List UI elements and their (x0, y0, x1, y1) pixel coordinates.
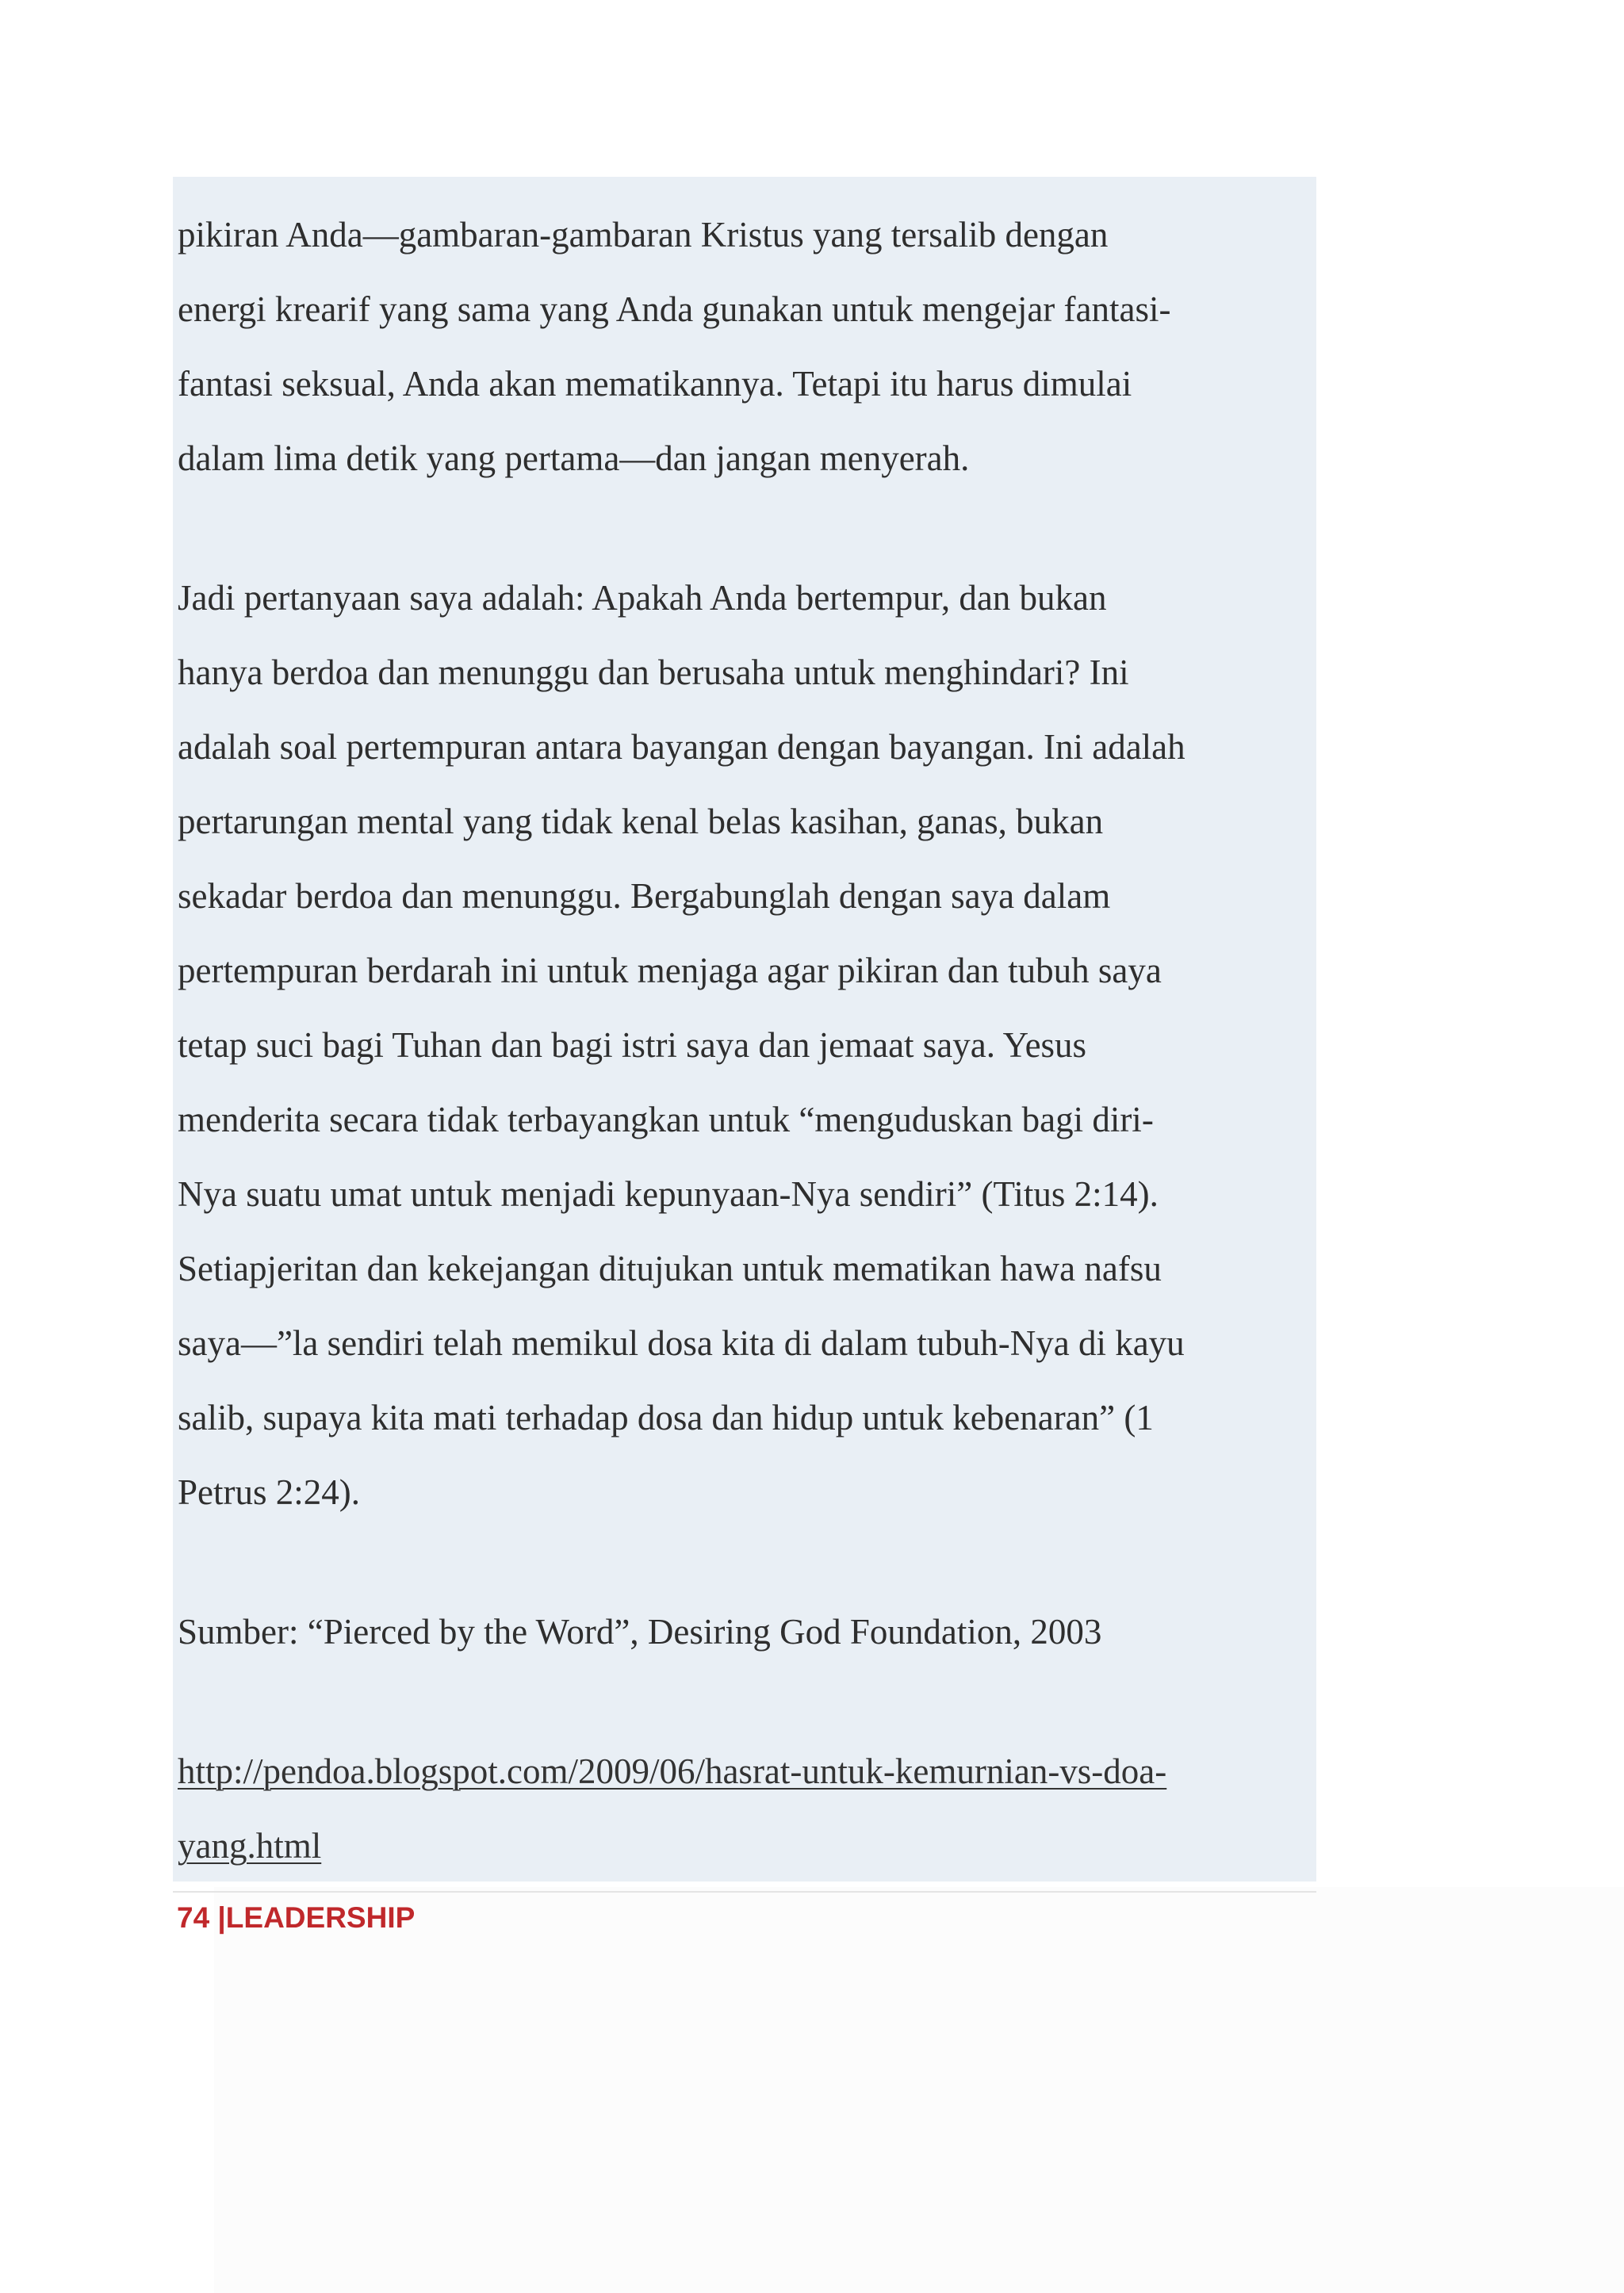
paragraph-2-line-12: salib, supaya kita mati terhadap dosa dan hidup untuk kebenaran” (1 (178, 1398, 1154, 1437)
source-link-line-2[interactable]: yang.html (178, 1826, 322, 1866)
paragraph-2-line-3: adalah soal pertempuran antara bayangan dengan bayangan. Ini adalah (178, 727, 1185, 767)
paragraph-1-line-1: pikiran Anda—gambaran-gambaran Kristus yang tersalib dengan (178, 215, 1109, 255)
section-title: LEADERSHIP (225, 1901, 416, 1934)
page-background-shade (214, 1887, 1624, 2293)
paragraph-2-line-5: sekadar berdoa dan menunggu. Bergabunglah dengan saya dalam (178, 876, 1111, 916)
page-footer (177, 1897, 415, 1939)
article-text-block (173, 177, 1316, 1881)
paragraph-2-line-7: tetap suci bagi Tuhan dan bagi istri saya dan jemaat saya. Yesus (178, 1025, 1087, 1065)
paragraph-2-line-10: Setiapjeritan dan kekejangan ditujukan untuk mematikan hawa nafsu (178, 1249, 1162, 1288)
paragraph-1-line-2: energi krearif yang sama yang Anda gunakan untuk mengejar fantasi- (178, 289, 1171, 329)
footer-separator: | (209, 1901, 226, 1934)
paragraph-2-line-8: menderita secara tidak terbayangkan untuk “menguduskan bagi diri- (178, 1100, 1154, 1139)
paragraph-1-line-3: fantasi seksual, Anda akan mematikannya. Tetapi itu harus dimulai (178, 364, 1132, 404)
paragraph-2-line-2: hanya berdoa dan menunggu dan berusaha untuk menghindari? Ini (178, 653, 1129, 692)
paragraph-1-line-4: dalam lima detik yang pertama—dan jangan menyerah. (178, 438, 970, 478)
paragraph-2-line-11: saya—”la sendiri telah memikul dosa kita di dalam tubuh-Nya di kayu (178, 1323, 1185, 1363)
paragraph-2-line-1: Jadi pertanyaan saya adalah: Apakah Anda bertempur, dan bukan (178, 578, 1107, 618)
paragraph-2-line-4: pertarungan mental yang tidak kenal belas kasihan, ganas, bukan (178, 802, 1104, 841)
page-number: 74 (177, 1901, 210, 1934)
source-link-line-1[interactable]: http://pendoa.blogspot.com/2009/06/hasrat-untuk-kemurnian-vs-doa- (178, 1751, 1167, 1791)
paragraph-2-line-9: Nya suatu umat untuk menjadi kepunyaan-Nya sendiri” (Titus 2:14). (178, 1174, 1159, 1214)
paragraph-2-line-13: Petrus 2:24). (178, 1472, 360, 1512)
source-citation: Sumber: “Pierced by the Word”, Desiring God Foundation, 2003 (178, 1612, 1102, 1652)
footer-divider (173, 1891, 1316, 1893)
paragraph-2-line-6: pertempuran berdarah ini untuk menjaga agar pikiran dan tubuh saya (178, 951, 1162, 990)
